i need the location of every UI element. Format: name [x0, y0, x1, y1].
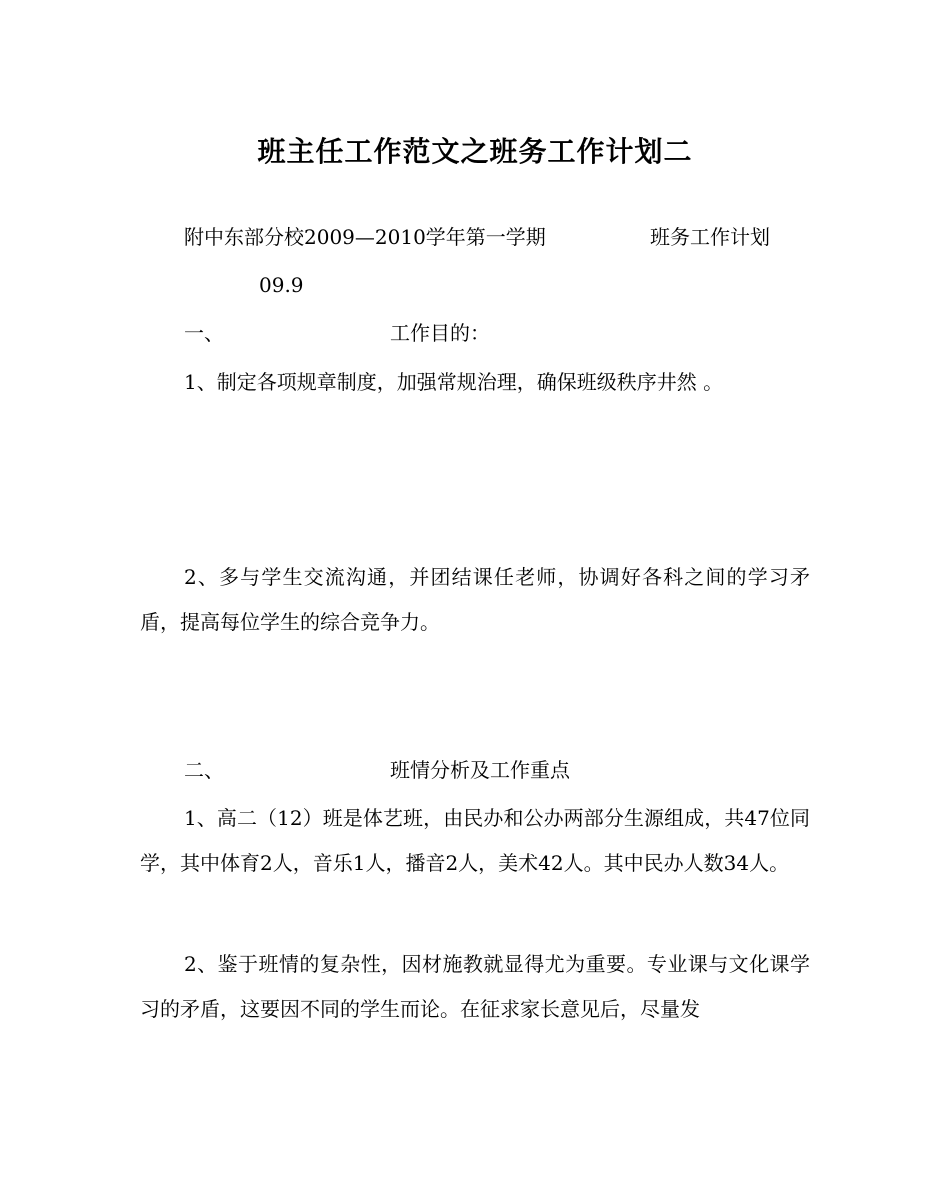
section-1-heading: 工作目的： — [390, 321, 490, 345]
plan-label: 班务工作计划 — [650, 225, 770, 249]
section-2-heading: 班情分析及工作重点 — [390, 758, 570, 782]
document-title: 班主任工作范文之班务工作计划二 — [257, 135, 693, 168]
school-term-label: 附中东部分校2009—2010学年第一学期 — [184, 225, 546, 249]
section-2-item-2: 2、鉴于班情的复杂性，因材施教就显得尤为重要。专业课与文化课学习的矛盾，这要因不同的学生而论。在征求家长意见后，尽量发 — [140, 952, 810, 1021]
section-1-item-1: 1、制定各项规章制度，加强常规治理，确保班级秩序井然 。 — [184, 370, 724, 394]
section-2-number: 二、 — [184, 758, 224, 782]
section-1-number: 一、 — [184, 321, 224, 345]
section-2-item-1: 1、高二（12）班是体艺班，由民办和公办两部分生源组成，共47位同学，其中体育2人，音乐1人，播音2人，美术42人。其中民办人数34人。 — [140, 806, 810, 875]
date-label: 09.9 — [259, 273, 304, 297]
section-1-item-2: 2、多与学生交流沟通，并团结课任老师，协调好各科之间的学习矛盾，提高每位学生的综合竞争力。 — [140, 565, 810, 634]
